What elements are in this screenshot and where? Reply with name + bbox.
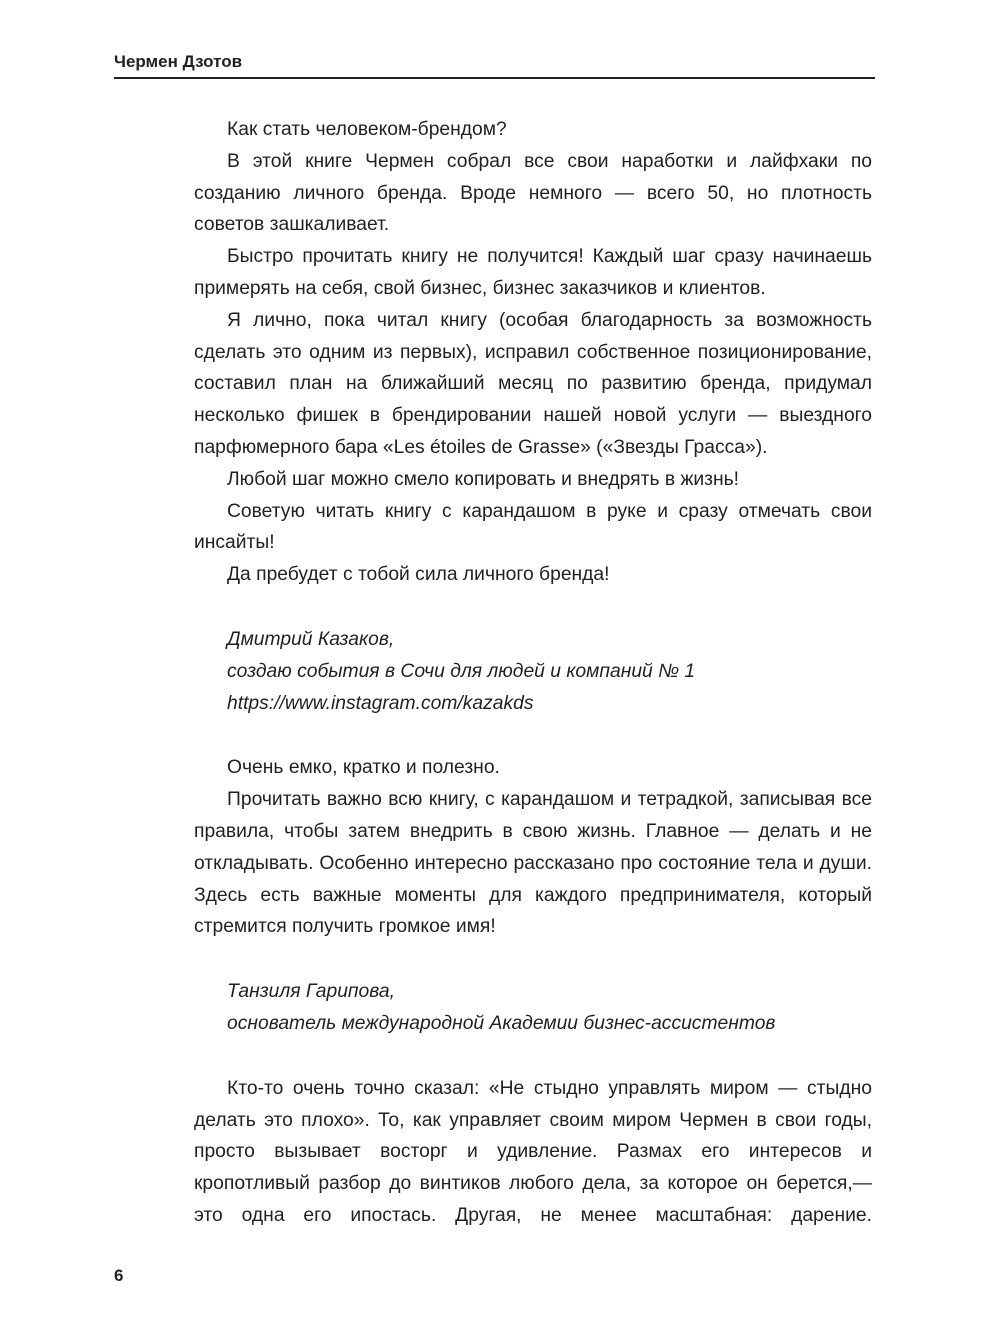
- review1-paragraph: Советую читать книгу с карандашом в руке и сразу отмечать свои инсайты!: [194, 500, 872, 554]
- review1-paragraph: Да пребудет с тобой сила личного бренда!: [227, 564, 610, 586]
- review1-paragraph: Быстро прочитать книгу не получится! Каждый шаг сразу начинаешь примерять на себя, свой бизнес, бизнес заказчиков и клиентов.: [194, 246, 872, 299]
- review1-signature-name: Дмитрий Казаков,: [227, 628, 395, 650]
- review1-signature-role: создаю события в Сочи для людей и компаний № 1: [227, 660, 696, 682]
- review2-paragraph: Очень емко, кратко и полезно.: [227, 757, 500, 779]
- running-header-author: Чермен Дзотов: [114, 52, 243, 71]
- review1-signature-link[interactable]: https://www.instagram.com/kazakds: [227, 692, 534, 714]
- header-rule: [114, 77, 875, 79]
- review2-signature-role: основатель международной Академии бизнес-ассистентов: [227, 1012, 776, 1034]
- review2-signature-name: Танзиля Гарипова,: [227, 981, 395, 1003]
- page-body: [194, 114, 872, 1232]
- review1-paragraph: Я лично, пока читал книгу (особая благодарность за возможность сделать это одним из первых), исправил собственное позиционирование, составил план на ближайший месяц по развитию бренда, придумал несколько фишек в брендировании нашей новой услуги — выездного парфюмерного бара «Les étoiles de Grasse» («Звезды Грасса»).: [194, 309, 872, 458]
- review1-paragraph: Как стать человеком-брендом?: [227, 119, 507, 140]
- review1-paragraph: Любой шаг можно смело копировать и внедрять в жизнь!: [227, 468, 740, 490]
- review1-paragraph: В этой книге Чермен собрал все свои наработки и лайфхаки по созданию личного бренда. Вроде немного — всего 50, но плотность советов зашкаливает.: [194, 150, 872, 236]
- page-number: 6: [114, 1266, 124, 1285]
- review2-paragraph: Прочитать важно всю книгу, с карандашом и тетрадкой, записывая все правила, чтобы затем внедрить в свою жизнь. Главное — делать и не откладывать. Особенно интересно рассказано про состояние тела и души. Здесь есть важные моменты для каждого предпринимателя, который стремится получить громкое имя!: [194, 789, 872, 938]
- review3-paragraph: Кто-то очень точно сказал: «Не стыдно управлять миром — стыдно делать это плохо». То, как управляет своим миром Чермен в свои годы, просто вызывает восторг и удивление. Размах его интересов и кропотливый разбор до винтиков любого дела, за которое он берется,— это одна его ипостась. Другая, не менее масштабная: дарение.: [194, 1077, 872, 1226]
